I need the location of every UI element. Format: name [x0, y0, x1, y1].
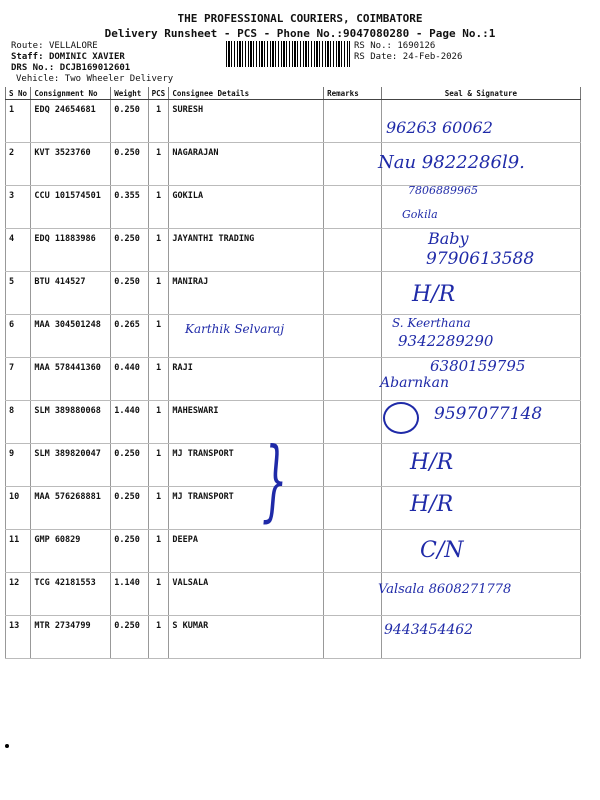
handwritten-cn-11: C/N — [420, 538, 464, 563]
row-remarks — [324, 487, 382, 530]
table-row — [6, 186, 581, 229]
staff-line — [11, 52, 125, 62]
row-consignee: MJ TRANSPORT — [169, 487, 324, 530]
table-row — [6, 616, 581, 659]
row-weight: 0.250 — [111, 616, 148, 659]
row-weight: 0.250 — [111, 444, 148, 487]
row-consignee: MJ TRANSPORT — [169, 444, 324, 487]
row-remarks — [324, 100, 382, 143]
row-consignment-no: CCU 101574501 — [31, 186, 111, 229]
col-pcs: PCS — [148, 87, 169, 100]
stray-dot — [5, 744, 9, 748]
runsheet-subtitle: Delivery Runsheet - PCS - Phone No.:9047080280 - Page No.:1 — [104, 27, 496, 40]
row-weight: 0.250 — [111, 143, 148, 186]
handwritten-phone-3: 7806889965 — [408, 184, 478, 197]
handwritten-phone-8: 9597077148 — [434, 404, 543, 424]
handwritten-signature-13: 9443454462 — [384, 622, 474, 638]
row-pcs: 1 — [148, 229, 169, 272]
row-remarks — [324, 186, 382, 229]
handwritten-hr-9: H/R — [410, 450, 454, 475]
col-weight: Weight — [111, 87, 148, 100]
row-pcs: 1 — [148, 186, 169, 229]
drs-value: DCJB169012601 — [59, 63, 131, 73]
handwritten-name-6: S. Keerthana — [392, 316, 471, 330]
row-weight: 0.250 — [111, 229, 148, 272]
table-row — [6, 315, 581, 358]
row-pcs: 1 — [148, 616, 169, 659]
row-sno: 12 — [6, 573, 31, 616]
row-seal-signature — [381, 530, 580, 573]
row-weight: 1.140 — [111, 573, 148, 616]
rs-no-value: 1690126 — [397, 41, 436, 51]
vehicle-value: Two Wheeler Delivery — [64, 74, 174, 84]
row-weight: 0.250 — [111, 272, 148, 315]
handwritten-phone-7: 6380159795 — [430, 357, 526, 375]
row-sno: 7 — [6, 358, 31, 401]
row-remarks — [324, 401, 382, 444]
col-remarks: Remarks — [324, 87, 382, 100]
row-remarks — [324, 315, 382, 358]
handwritten-phone-6: 9342289290 — [398, 332, 494, 350]
row-consignee: MANIRAJ — [169, 272, 324, 315]
row-weight: 0.250 — [111, 100, 148, 143]
row-pcs: 1 — [148, 573, 169, 616]
staff-label: Staff: — [11, 52, 44, 62]
row-consignment-no: EDQ 24654681 — [31, 100, 111, 143]
barcode — [226, 41, 350, 67]
row-consignee: MAHESWARI — [169, 401, 324, 444]
row-consignment-no: EDQ 11883986 — [31, 229, 111, 272]
row-sno: 13 — [6, 616, 31, 659]
row-weight: 0.355 — [111, 186, 148, 229]
row-remarks — [324, 229, 382, 272]
rs-date-line — [354, 52, 462, 62]
rs-no-line — [354, 41, 435, 51]
company-title: THE PROFESSIONAL COURIERS, COIMBATORE — [177, 12, 423, 25]
row-remarks — [324, 143, 382, 186]
row-pcs: 1 — [148, 315, 169, 358]
col-seal-signature: Seal & Signature — [381, 87, 580, 100]
row-sno: 9 — [6, 444, 31, 487]
handwritten-signature-12: Valsala 8608271778 — [378, 582, 512, 597]
row-sno: 1 — [6, 100, 31, 143]
row-sno: 2 — [6, 143, 31, 186]
handwritten-name-4: Baby — [428, 229, 469, 248]
row-sno: 11 — [6, 530, 31, 573]
row-consignment-no: MAA 576268881 — [31, 487, 111, 530]
table-row — [6, 272, 581, 315]
handwritten-brace: } — [262, 428, 288, 531]
row-consignment-no: MAA 304501248 — [31, 315, 111, 358]
rs-date-value: 24-Feb-2026 — [402, 52, 463, 62]
row-sno: 8 — [6, 401, 31, 444]
row-weight: 0.440 — [111, 358, 148, 401]
col-consignee: Consignee Details — [169, 87, 324, 100]
handwritten-consignee-6: Karthik Selvaraj — [185, 322, 285, 336]
row-sno: 3 — [6, 186, 31, 229]
row-consignment-no: BTU 414527 — [31, 272, 111, 315]
row-consignment-no: KVT 3523760 — [31, 143, 111, 186]
row-consignment-no: MAA 578441360 — [31, 358, 111, 401]
row-pcs: 1 — [148, 444, 169, 487]
row-weight: 0.250 — [111, 487, 148, 530]
row-consignee: RAJI — [169, 358, 324, 401]
vehicle-label: Vehicle: — [16, 74, 60, 84]
drs-line — [11, 63, 130, 73]
table-row — [6, 444, 581, 487]
row-consignee: SURESH — [169, 100, 324, 143]
row-consignee: VALSALA — [169, 573, 324, 616]
handwritten-phone-4: 9790613588 — [426, 249, 535, 269]
staff-value: DOMINIC XAVIER — [48, 52, 125, 62]
row-sno: 4 — [6, 229, 31, 272]
row-consignment-no: TCG 42181553 — [31, 573, 111, 616]
row-remarks — [324, 530, 382, 573]
handwritten-signature-1: 96263 60062 — [386, 118, 493, 137]
row-pcs: 1 — [148, 401, 169, 444]
route-line — [11, 41, 98, 51]
table-row — [6, 100, 581, 143]
table-header-row — [6, 87, 581, 100]
row-pcs: 1 — [148, 272, 169, 315]
handwritten-hr-10: H/R — [410, 492, 454, 517]
row-weight: 1.440 — [111, 401, 148, 444]
col-consignment: Consignment No — [31, 87, 111, 100]
row-pcs: 1 — [148, 530, 169, 573]
row-sno: 10 — [6, 487, 31, 530]
route-label: Route: — [11, 41, 44, 51]
row-pcs: 1 — [148, 487, 169, 530]
row-pcs: 1 — [148, 143, 169, 186]
row-consignment-no: GMP 60829 — [31, 530, 111, 573]
handwritten-signature-2: Nau 9822286l9. — [378, 152, 525, 173]
row-remarks — [324, 358, 382, 401]
row-consignee: DEEPA — [169, 530, 324, 573]
row-consignment-no: SLM 389880068 — [31, 401, 111, 444]
row-consignee: JAYANTHI TRADING — [169, 229, 324, 272]
col-sno: S No — [6, 87, 31, 100]
rs-no-label: RS No.: — [354, 41, 392, 51]
row-sno: 5 — [6, 272, 31, 315]
row-remarks — [324, 444, 382, 487]
vehicle-line — [16, 74, 173, 84]
row-consignee: S KUMAR — [169, 616, 324, 659]
row-pcs: 1 — [148, 100, 169, 143]
handwritten-hr-5: H/R — [412, 282, 456, 307]
row-remarks — [324, 616, 382, 659]
row-remarks — [324, 272, 382, 315]
row-weight: 0.265 — [111, 315, 148, 358]
table-row — [6, 530, 581, 573]
row-pcs: 1 — [148, 358, 169, 401]
route-value: VELLALORE — [48, 41, 98, 51]
row-consignee: GOKILA — [169, 186, 324, 229]
row-consignee: NAGARAJAN — [169, 143, 324, 186]
row-consignment-no: MTR 2734799 — [31, 616, 111, 659]
rs-date-label: RS Date: — [354, 52, 398, 62]
table-row — [6, 487, 581, 530]
row-remarks — [324, 573, 382, 616]
handwritten-name-7: Abarnkan — [380, 375, 449, 391]
handwritten-name-3: Gokila — [402, 208, 438, 221]
handwritten-circle-mark-8 — [383, 402, 419, 434]
drs-label: DRS No.: — [11, 63, 55, 73]
row-sno: 6 — [6, 315, 31, 358]
row-consignee — [169, 315, 324, 358]
row-weight: 0.250 — [111, 530, 148, 573]
row-consignment-no: SLM 389820047 — [31, 444, 111, 487]
